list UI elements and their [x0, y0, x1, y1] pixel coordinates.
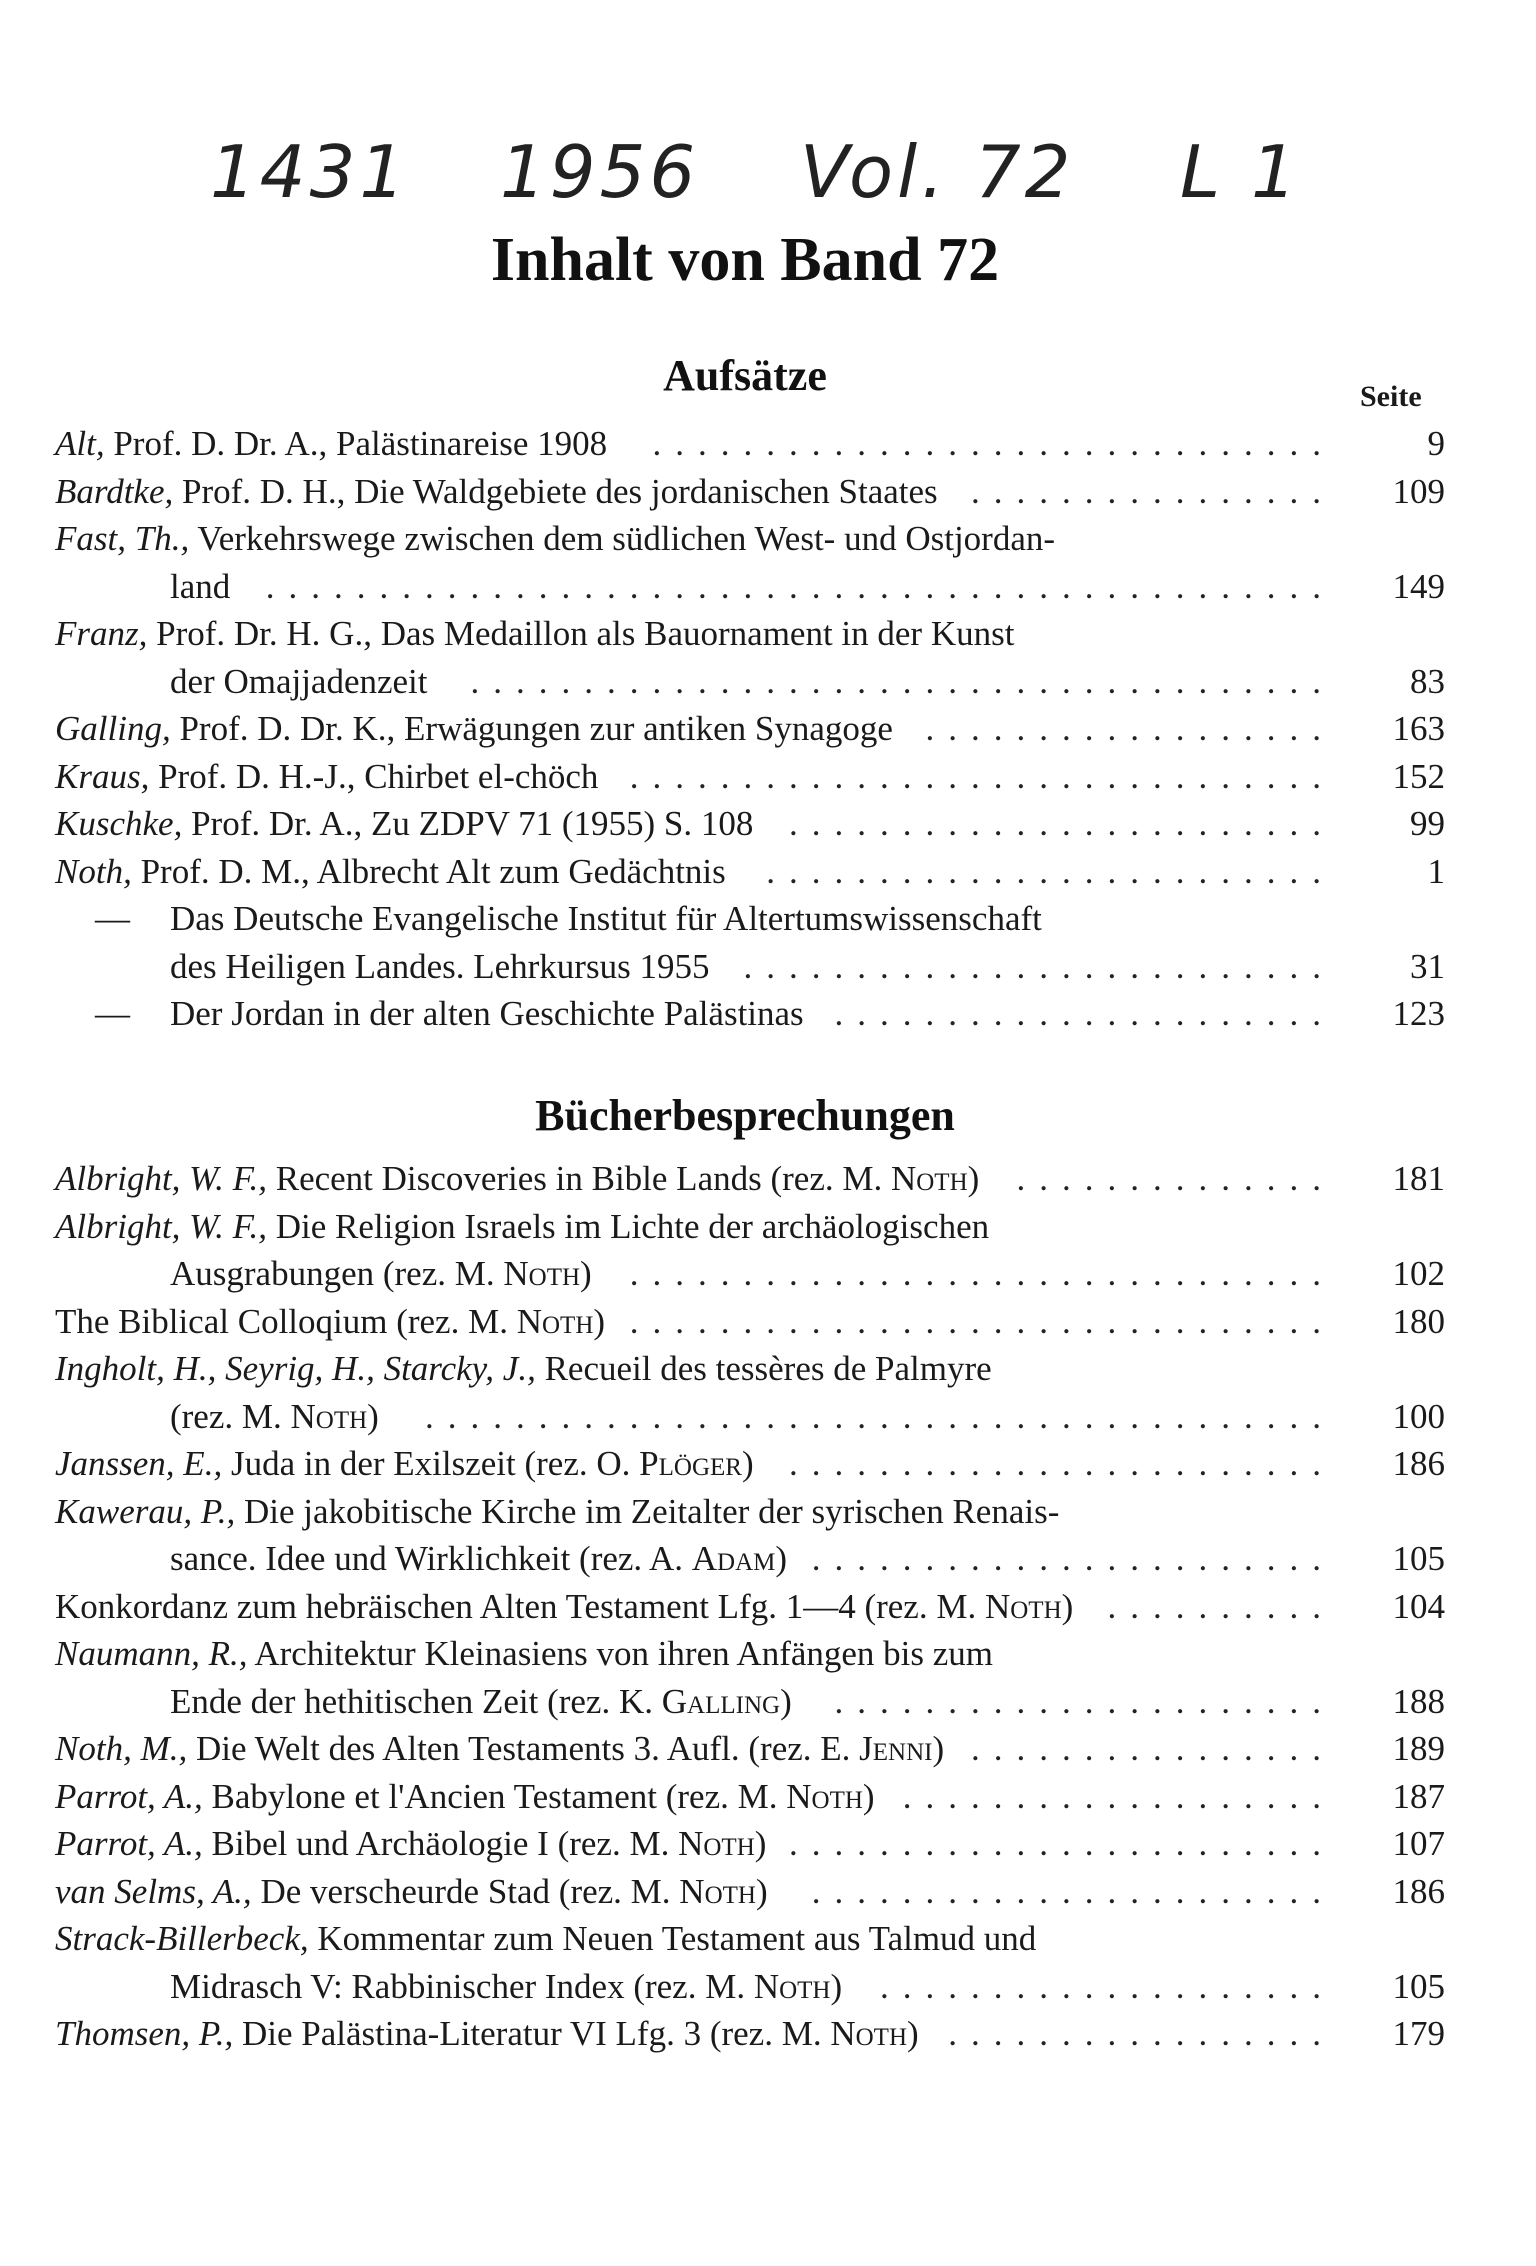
entry-line: [55, 1345, 1445, 1393]
page-number: 149: [1392, 566, 1445, 606]
entry-text: Die Palästina-Literatur VI Lfg. 3 (rez. M.: [233, 2014, 831, 2053]
toc-entry: [55, 1915, 1445, 2010]
page-number: 181: [1392, 1159, 1445, 1198]
entry-author: Albright, W. F.,: [55, 1206, 267, 1246]
entry-text-tail: ): [862, 1776, 875, 1816]
entry-text-tail: ): [1061, 1586, 1074, 1626]
page-title: Inhalt von Band 72: [490, 226, 1000, 294]
page-number: 123: [1392, 994, 1445, 1033]
entry-reviewer: Noth: [679, 1871, 756, 1911]
page-number: 1: [1427, 851, 1445, 891]
toc-entry: [55, 1868, 1445, 1916]
toc-entry: [55, 468, 1445, 516]
entry-text-tail: ): [741, 1444, 754, 1483]
entry-line: [55, 1820, 1445, 1868]
entry-reviewer: Noth: [890, 1159, 968, 1198]
page-number: 105: [1392, 1966, 1445, 2006]
entry-text: Das Deutsche Evangelische Institut für Altertumswissenschaft: [170, 899, 1042, 938]
dot-leader: .......................: [811, 1871, 1335, 1911]
page-number: 107: [1392, 1824, 1445, 1863]
entry-text: Verkehrswege zwischen dem südlichen West- und Ostjordan-: [189, 519, 1056, 558]
page-number: 31: [1410, 946, 1445, 986]
entry-author: Franz,: [55, 614, 148, 653]
entry-author: Parrot, A.,: [55, 1824, 203, 1863]
entry-text: Juda in der Exilszeit (rez. O.: [222, 1444, 640, 1483]
entry-author: Albright, W. F.,: [55, 1159, 267, 1198]
entry-author: Kraus,: [55, 756, 150, 796]
entry-line: [55, 1440, 1445, 1488]
entry-text-tail: ): [780, 1681, 792, 1721]
entry-text: Die Religion Israels im Lichte der archäologischen: [266, 1206, 990, 1246]
entry-author: Naumann, R.,: [55, 1634, 248, 1673]
entry-line: [55, 848, 1445, 896]
entry-line: [55, 468, 1445, 516]
page-number: 180: [1392, 1301, 1445, 1341]
page-number: 186: [1392, 1444, 1445, 1483]
entry-line: [55, 1725, 1445, 1773]
entry-line: [55, 990, 1445, 1038]
entry-author: Kawerau, P.,: [55, 1491, 236, 1531]
dash-mark: —: [95, 994, 130, 1033]
entry-author: Ingholt, H., Seyrig, H., Starcky, J.,: [55, 1349, 536, 1388]
dot-leader: ......................................: [470, 661, 1335, 701]
dot-leader: ........................: [789, 1824, 1335, 1863]
entry-reviewer: Jenni: [859, 1729, 933, 1768]
entry-line-continuation: [55, 943, 1445, 991]
entry-author: Kuschke,: [55, 804, 183, 843]
dot-leader: ........................................: [425, 1396, 1335, 1436]
toc-entry: [55, 1725, 1445, 1773]
toc-entry: [55, 1773, 1445, 1821]
page-number: 105: [1392, 1539, 1445, 1578]
entry-text: Bibel und Archäologie I (rez. M.: [202, 1824, 679, 1863]
entry-text-tail: ): [593, 1301, 606, 1341]
entry-line: [55, 515, 1445, 563]
entry-continuation-text: land: [170, 566, 231, 606]
entry-author: Fast, Th.,: [55, 519, 190, 558]
entry-text: Prof. D. Dr. K., Erwägungen zur antiken Synagoge: [170, 709, 893, 748]
entry-line: [55, 1915, 1445, 1963]
toc-entry: [55, 2010, 1445, 2058]
dot-leader: ..................: [925, 709, 1335, 748]
entry-line: [55, 610, 1445, 658]
toc-entry: [55, 420, 1445, 468]
entry-author: van Selms, A.,: [55, 1871, 252, 1911]
entry-line: [55, 1155, 1445, 1203]
toc-entry: [55, 753, 1445, 801]
entry-line-continuation: [55, 563, 1445, 611]
page-number: 99: [1410, 804, 1445, 843]
entry-reviewer: Noth: [290, 1396, 368, 1436]
handwritten-part-3: Vol. 72: [800, 130, 1075, 214]
toc-entry: [55, 610, 1445, 705]
toc-entry: [55, 515, 1445, 610]
toc-entry: [55, 1488, 1445, 1583]
entry-reviewer: Noth: [830, 2014, 907, 2053]
entry-author: Parrot, A.,: [55, 1776, 203, 1816]
page-number: 9: [1427, 424, 1445, 463]
entry-text: Prof. Dr. A., Zu ZDPV 71 (1955) S. 108: [182, 804, 754, 843]
section-title-aufsaetze: Aufsätze: [663, 351, 827, 400]
entry-text: Prof. D. H.-J., Chirbet el-chöch: [149, 756, 599, 796]
entry-line: [55, 1298, 1445, 1346]
dot-leader: ...................: [902, 1776, 1335, 1816]
entry-text: The Biblical Colloqium (rez. M.: [55, 1301, 517, 1341]
toc-entry: [55, 1440, 1445, 1488]
entry-text-tail: ): [775, 1539, 788, 1578]
page-number: 187: [1392, 1776, 1445, 1816]
entry-line: [55, 1630, 1445, 1678]
entry-line: [55, 1583, 1445, 1631]
dot-leader: ..........: [1107, 1586, 1335, 1626]
toc-entry: [55, 1155, 1445, 1203]
entry-line: [55, 1773, 1445, 1821]
dot-leader: .......................: [811, 1539, 1335, 1578]
entry-text-tail: ): [907, 2014, 919, 2053]
handwritten-shelfmark: [210, 130, 1360, 214]
dot-leader: ...............................: [629, 1254, 1335, 1293]
entry-line-continuation: [55, 1250, 1445, 1298]
dot-leader: ................: [971, 1729, 1335, 1768]
dot-leader: ................: [971, 471, 1335, 511]
entry-line-continuation: [55, 1535, 1445, 1583]
entry-text-tail: ): [830, 1966, 843, 2006]
seite-label: Seite: [1360, 380, 1422, 413]
entry-text-tail: ): [967, 1159, 980, 1198]
entry-continuation-text: Ausgrabungen (rez. M.: [170, 1254, 504, 1293]
toc-entry: [55, 1583, 1445, 1631]
dot-leader: ...............................................: [265, 566, 1335, 606]
entry-text: Prof. Dr. H. G., Das Medaillon als Bauornament in der Kunst: [147, 614, 1015, 653]
dot-leader: ......................: [834, 994, 1335, 1033]
dot-leader: ......................: [834, 1681, 1335, 1721]
entry-reviewer: Adam: [691, 1539, 776, 1578]
entry-author: Noth,: [55, 851, 132, 891]
toc-entry: [55, 705, 1445, 753]
dot-leader: .................: [948, 2014, 1335, 2053]
entry-text: Prof. D. H., Die Waldgebiete des jordanischen Staates: [173, 471, 938, 511]
page-number: 188: [1392, 1681, 1445, 1721]
page-number: 100: [1392, 1396, 1445, 1436]
entry-line: [55, 1203, 1445, 1251]
entry-reviewer: Noth: [753, 1966, 831, 2006]
entry-author: Galling,: [55, 709, 171, 748]
entry-author: Noth, M.,: [55, 1729, 188, 1768]
entry-line-continuation: [55, 658, 1445, 706]
entry-line: [55, 2010, 1445, 2058]
entry-continuation-text: sance. Idee und Wirklichkeit (rez. A.: [170, 1539, 692, 1578]
entry-text: Recueil des tessères de Palmyre: [535, 1349, 992, 1388]
page-number: 152: [1392, 756, 1445, 796]
page-number: 102: [1392, 1254, 1445, 1293]
entry-line: [55, 705, 1445, 753]
handwritten-part-2: 1956: [500, 130, 700, 214]
entry-line: [55, 1488, 1445, 1536]
besprechungen-list: [55, 1155, 1445, 2058]
entry-text: Architektur Kleinasiens von ihren Anfängen bis zum: [247, 1634, 994, 1673]
entry-text-tail: ): [754, 1824, 767, 1863]
dot-leader: ...............................: [629, 756, 1335, 796]
entry-reviewer: Noth: [503, 1254, 581, 1293]
entry-text: Kommentar zum Neuen Testament aus Talmud und: [308, 1919, 1037, 1958]
handwritten-part-4: L 1: [1180, 130, 1301, 214]
page-number: 109: [1392, 471, 1445, 511]
dash-mark: —: [95, 899, 130, 938]
dot-leader: ..............................: [652, 424, 1335, 463]
entry-author: Alt,: [55, 424, 105, 463]
page-number: 189: [1392, 1729, 1445, 1768]
entry-reviewer: Noth: [516, 1301, 594, 1341]
entry-reviewer: Plöger: [639, 1444, 742, 1483]
entry-continuation-text: (rez. M.: [170, 1396, 291, 1436]
dot-leader: ...............................: [629, 1301, 1335, 1341]
entry-continuation-text: Ende der hethitischen Zeit (rez. K.: [170, 1681, 662, 1721]
toc-entry: [55, 1630, 1445, 1725]
dot-leader: ........................: [789, 1444, 1335, 1483]
toc-entry: [55, 1298, 1445, 1346]
entry-author: Thomsen, P.,: [55, 2014, 234, 2053]
toc-entry: [55, 990, 1445, 1038]
entry-line: [55, 800, 1445, 848]
toc-entry: [55, 1203, 1445, 1298]
entry-text-tail: ): [580, 1254, 592, 1293]
entry-text: Recent Discoveries in Bible Lands (rez. M.: [266, 1159, 891, 1198]
section-title-besprechungen: Bücherbesprechungen: [535, 1091, 955, 1140]
entry-author: Janssen, E.,: [55, 1444, 223, 1483]
dot-leader: ........................: [789, 804, 1335, 843]
entry-line: [55, 753, 1445, 801]
page-number: 186: [1392, 1871, 1445, 1911]
entry-text-tail: ): [367, 1396, 379, 1436]
entry-reviewer: Galling: [661, 1681, 781, 1721]
entry-line-continuation: [55, 1963, 1445, 2011]
entry-continuation-text: der Omajjadenzeit: [170, 661, 428, 701]
dot-leader: ..........................: [743, 946, 1335, 986]
dot-leader: ....................: [880, 1966, 1335, 2006]
handwritten-part-1: 1431: [210, 130, 410, 214]
page-number: 163: [1392, 709, 1445, 748]
entry-text: Babylone et l'Ancien Testament (rez. M.: [202, 1776, 787, 1816]
entry-text: Prof. D. M., Albrecht Alt zum Gedächtnis: [131, 851, 726, 891]
toc-entry: [55, 895, 1445, 990]
entry-reviewer: Noth: [984, 1586, 1062, 1626]
toc-entry: [55, 848, 1445, 896]
entry-text-tail: ): [932, 1729, 945, 1768]
entry-reviewer: Noth: [678, 1824, 755, 1863]
page-number: 179: [1392, 2014, 1445, 2053]
entry-line-continuation: [55, 1678, 1445, 1726]
entry-line: [55, 895, 1445, 943]
dot-leader: .........................: [766, 851, 1335, 891]
entry-author: Bardtke,: [55, 471, 174, 511]
dot-leader: ..............: [1016, 1159, 1335, 1198]
entry-continuation-text: des Heiligen Landes. Lehrkursus 1955: [170, 946, 710, 986]
toc-entry: [55, 1345, 1445, 1440]
aufsaetze-list: [55, 420, 1445, 1038]
page-number: 83: [1410, 661, 1445, 701]
toc-entry: [55, 1820, 1445, 1868]
toc-entry: [55, 800, 1445, 848]
entry-reviewer: Noth: [786, 1776, 863, 1816]
entry-author: Strack-Billerbeck,: [55, 1919, 309, 1958]
entry-text: Die Welt des Alten Testaments 3. Aufl. (rez. E.: [187, 1729, 860, 1768]
page-number: 104: [1392, 1586, 1445, 1626]
entry-text: Prof. D. Dr. A., Palästinareise 1908: [104, 424, 608, 463]
entry-line-continuation: [55, 1393, 1445, 1441]
entry-text: Der Jordan in der alten Geschichte Palästinas: [170, 994, 804, 1033]
entry-continuation-text: Midrasch V: Rabbinischer Index (rez. M.: [170, 1966, 754, 2006]
entry-text: De verscheurde Stad (rez. M.: [251, 1871, 680, 1911]
entry-line: [55, 420, 1445, 468]
entry-text: Konkordanz zum hebräischen Alten Testament Lfg. 1—4 (rez. M.: [55, 1586, 985, 1626]
entry-text: Die jakobitische Kirche im Zeitalter der syrischen Renais-: [235, 1491, 1060, 1531]
entry-text-tail: ): [755, 1871, 768, 1911]
entry-line: [55, 1868, 1445, 1916]
